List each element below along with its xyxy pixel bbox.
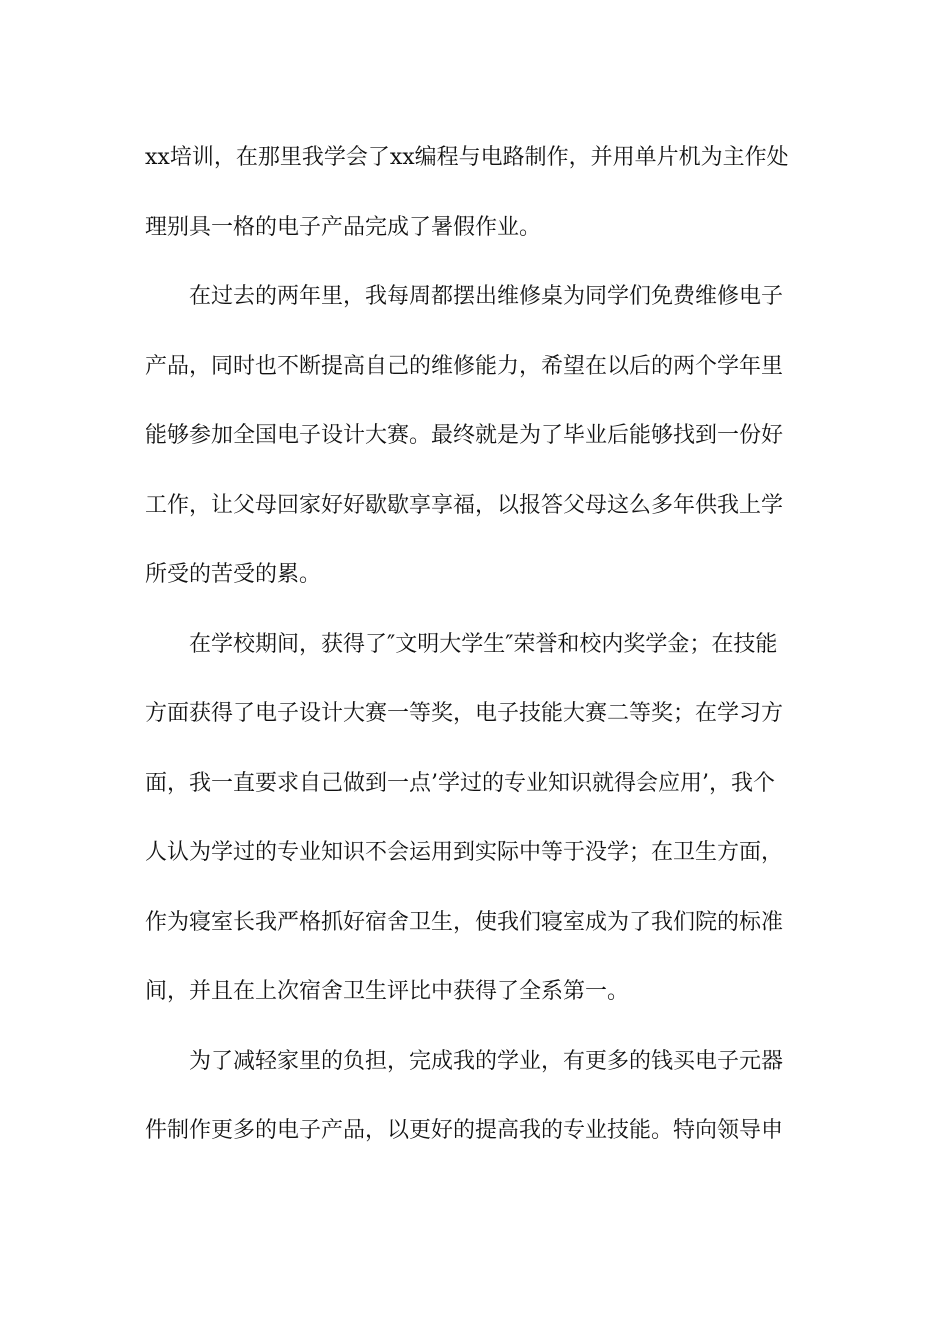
- paragraph-2: [145, 262, 809, 610]
- text-line: 理别具一格的电子产品完成了暑假作业。: [145, 214, 542, 240]
- text-line: 能够参加全国电子设计大赛。最终就是为了毕业后能够找到一份好: [145, 423, 784, 448]
- document-body: [145, 123, 809, 1166]
- text-line: 方面获得了电子设计大赛一等奖，电子技能大赛二等奖；在学习方: [145, 701, 784, 726]
- text-line: 件制作更多的电子产品，以更好的提高我的专业技能。特向领导申: [145, 1118, 784, 1143]
- text-line: 间，并且在上次宿舍卫生评比中获得了全系第一。: [145, 979, 630, 1004]
- paragraph-4: [145, 1027, 809, 1166]
- text-line: 在过去的两年里，我每周都摆出维修桌为同学们免费维修电子: [189, 284, 784, 309]
- paragraph-3: [145, 610, 809, 1027]
- text-line: 作为寝室长我严格抓好宿舍卫生，使我们寝室成为了我们院的标准: [145, 909, 784, 935]
- text-line: 为了减轻家里的负担，完成我的学业，有更多的钱买电子元器: [189, 1048, 784, 1074]
- text-line: 面，我一直要求自己做到一点’学过的专业知识就得会应用’，我个: [145, 770, 775, 796]
- text-line: 人认为学过的专业知识不会运用到实际中等于没学；在卫生方面，: [145, 840, 784, 865]
- text-line: xx培训，在那里我学会了xx编程与电路制作，并用单片机为主作处: [145, 145, 789, 170]
- paragraph-1: [145, 123, 809, 262]
- text-line: 所受的苦受的累。: [145, 562, 322, 587]
- text-line: 产品，同时也不断提高自己的维修能力，希望在以后的两个学年里: [145, 353, 784, 379]
- text-line: 在学校期间，获得了″文明大学生″荣誉和校内奖学金；在技能: [189, 631, 778, 657]
- text-line: 工作，让父母回家好好歇歇享享福，以报答父母这么多年供我上学: [145, 492, 784, 518]
